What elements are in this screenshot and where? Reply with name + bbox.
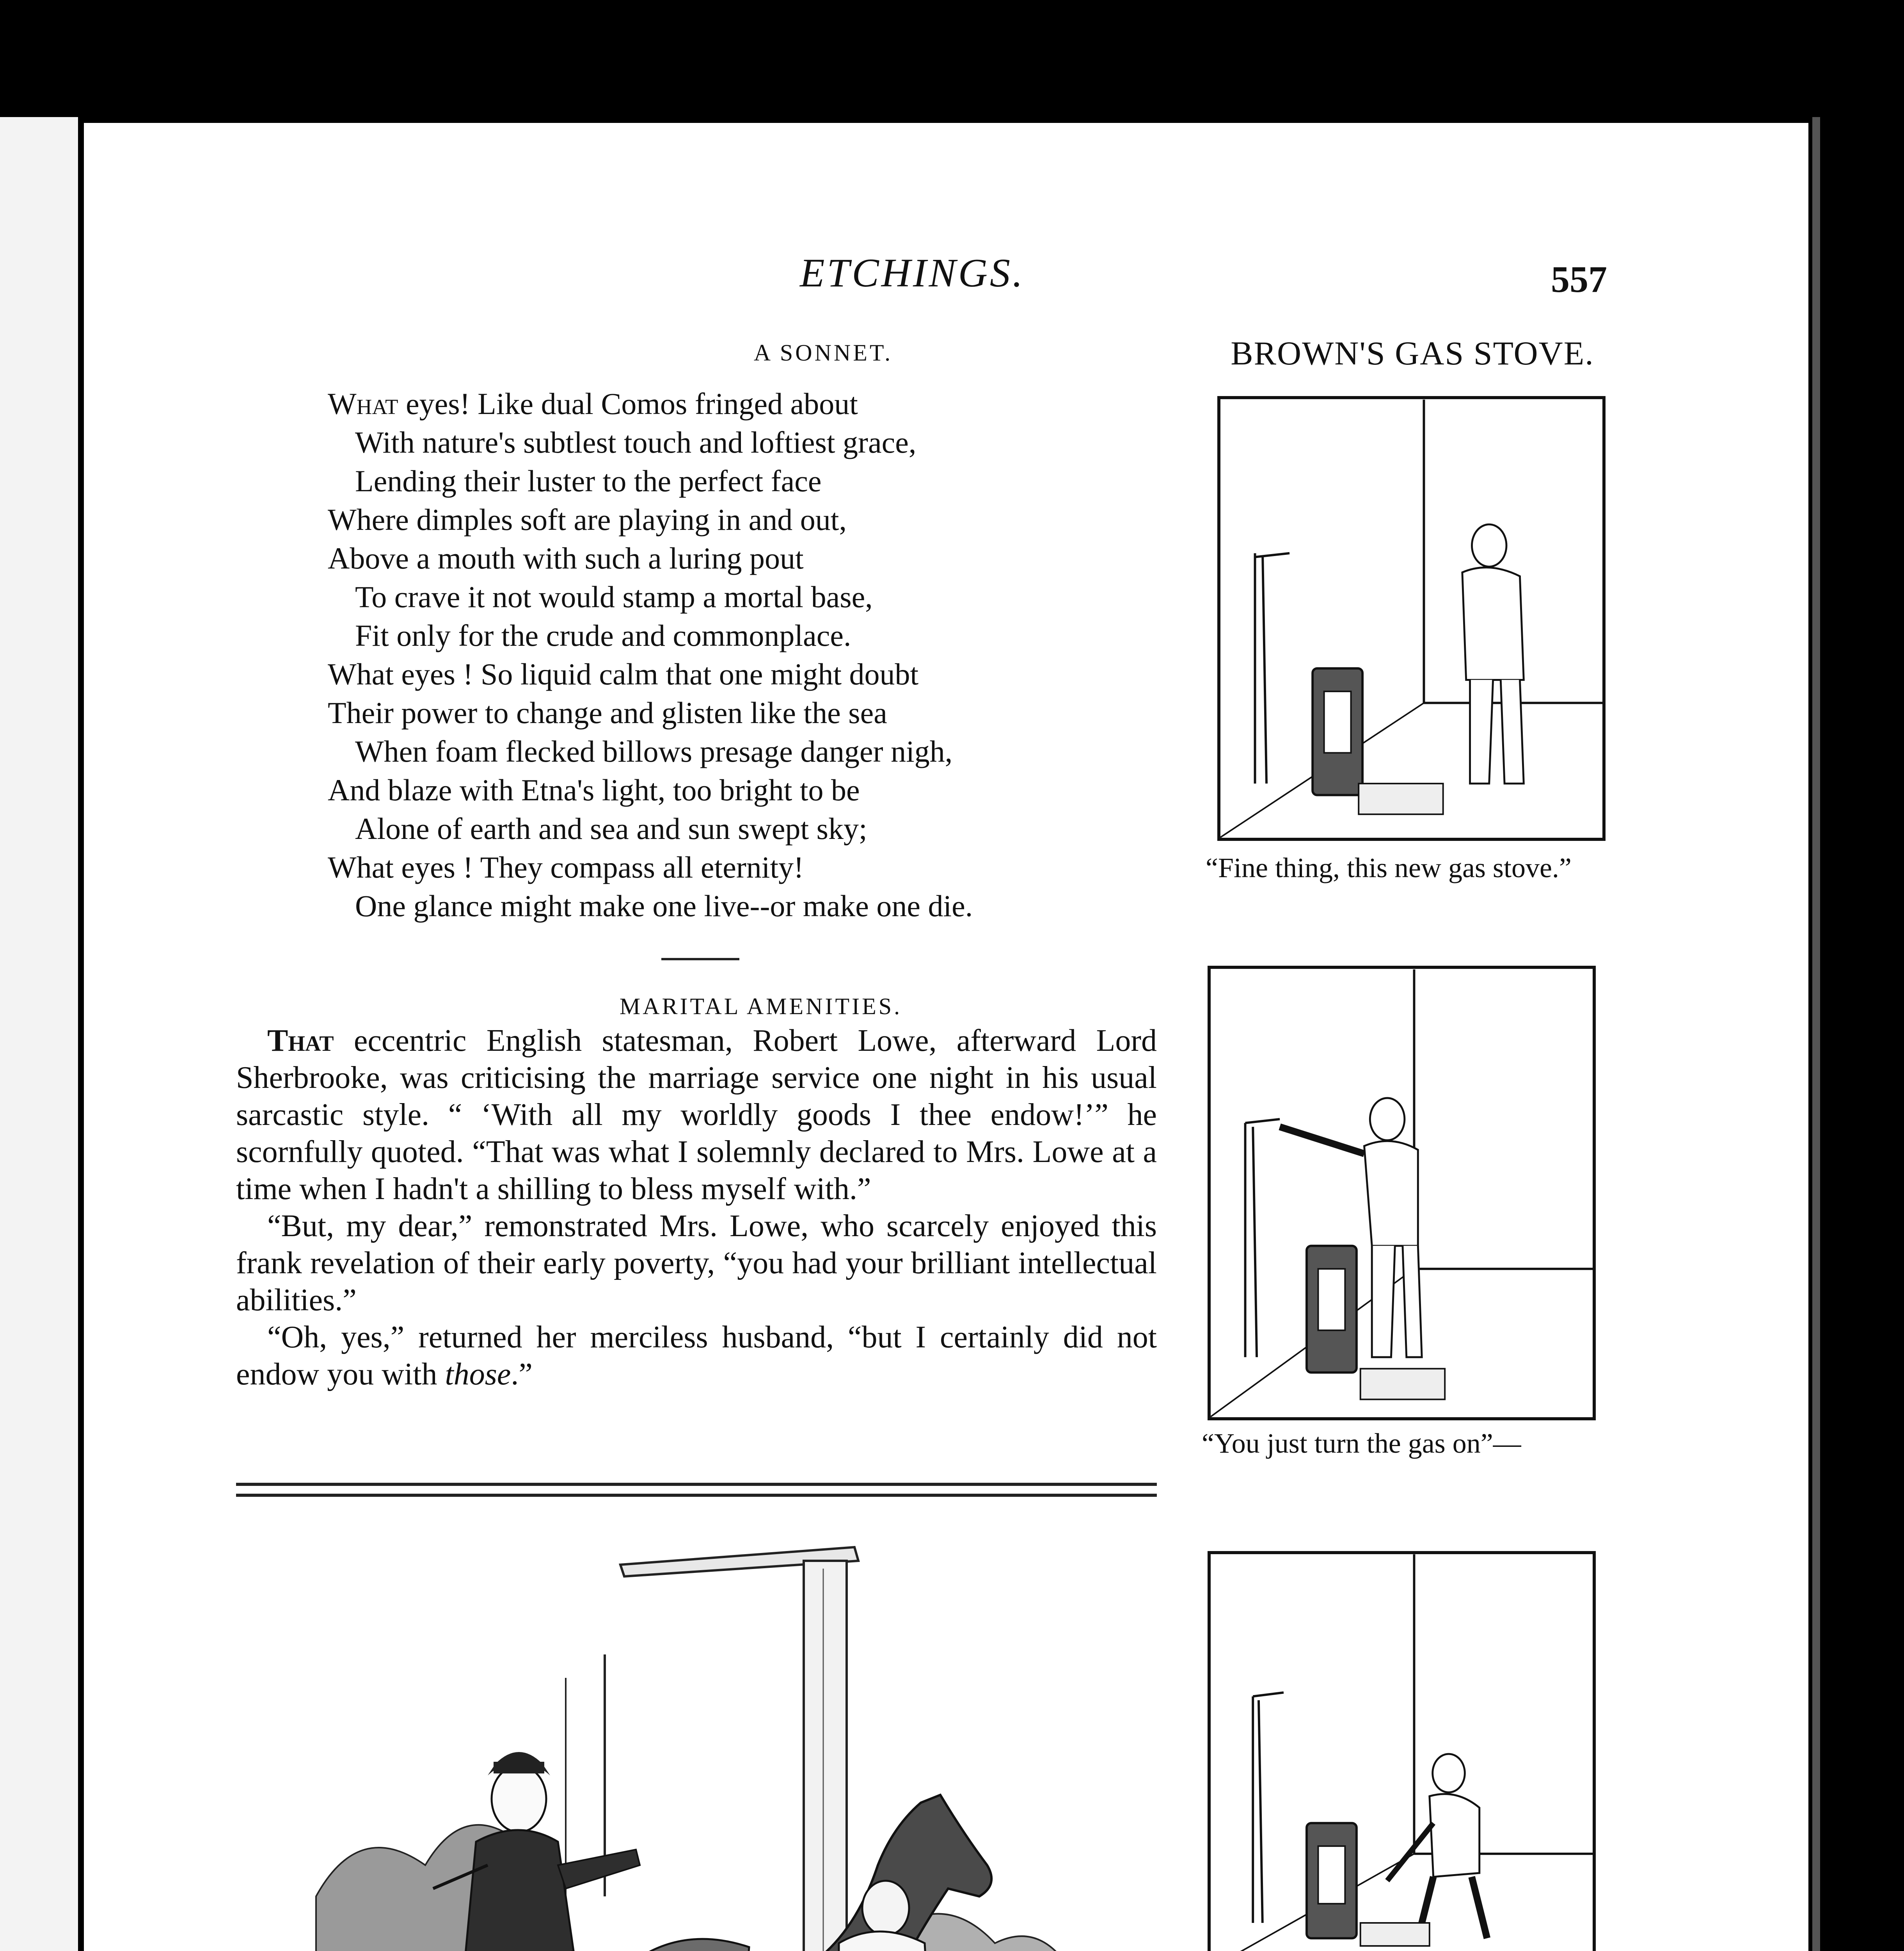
poem-line: Alone of earth and sea and sun swept sky; [355, 812, 867, 846]
horse-drawing [300, 1545, 1100, 1951]
right-page-edge [1812, 117, 1820, 1951]
panel-1-caption: “Fine thing, this new gas stove.” [1206, 852, 1572, 883]
poem-line: Fit only for the crude and commonplace. [355, 618, 851, 652]
poem-line: Lending their luster to the perfect face [355, 464, 822, 498]
poem-line: What eyes ! So liquid calm that one might doubt [328, 657, 919, 691]
poem-line: With nature's subtlest touch and loftiest grace, [355, 425, 916, 459]
poem-line: And blaze with Etna's light, too bright to be [328, 773, 860, 807]
gas-stove-title: BROWN'S GAS STOVE. [1231, 334, 1594, 372]
poem-line: Their power to change and glisten like the sea [328, 696, 887, 730]
running-head: ETCHINGS. [800, 251, 1025, 295]
poem-line: When foam flecked billows presage danger nigh, [355, 734, 953, 768]
panel-2-drawing [1211, 969, 1593, 1417]
comic-panel-2 [1208, 966, 1596, 1420]
panel-1-drawing [1220, 399, 1602, 838]
poem-line: What eyes ! They compass all eternity! [328, 850, 804, 884]
sonnet-title: A SONNET. [753, 340, 893, 366]
paragraph: “Oh, yes,” returned her merciless husband, “but I certainly did not endow you with those.” [236, 1320, 1157, 1391]
panel-3-drawing [1211, 1554, 1593, 1951]
left-page-edge [0, 117, 78, 1951]
section-divider [661, 958, 739, 960]
double-rule-top [236, 1483, 1157, 1486]
poem-line: One glance might make one live--or make one die. [355, 889, 973, 923]
panel-2-caption: “You just turn the gas on”— [1202, 1428, 1521, 1459]
poem-line: To crave it not would stamp a mortal base, [355, 580, 873, 614]
horse-illustration [300, 1545, 1100, 1951]
poem-line: What eyes! Like dual Comos fringed about [328, 387, 858, 421]
double-rule-bottom [236, 1494, 1157, 1497]
page-number: 557 [1551, 258, 1607, 300]
comic-panel-1 [1217, 396, 1606, 841]
comic-panel-3 [1208, 1551, 1596, 1951]
poem-line: Above a mouth with such a luring pout [328, 541, 804, 575]
sonnet-body [328, 384, 1147, 925]
marital-body [236, 1022, 1157, 1393]
paragraph: “But, my dear,” remonstrated Mrs. Lowe, who scarcely enjoyed this frank revelation of their early poverty, “you had your brilliant intellectual abilities.” [236, 1209, 1157, 1317]
marital-title: MARITAL AMENITIES. [619, 993, 902, 1019]
paragraph: That eccentric English statesman, Robert Lowe, afterward Lord Sherbrooke, was criticising the marriage service one night in his usual sarcastic style. “ ‘With all my worldly goods I thee endow!’” he scornfully quoted. “That was what I solemnly declared to Mrs. Lowe at a time when I hadn't a shilling to bless myself with.” [236, 1023, 1157, 1206]
poem-line: Where dimples soft are playing in and out, [328, 503, 847, 537]
